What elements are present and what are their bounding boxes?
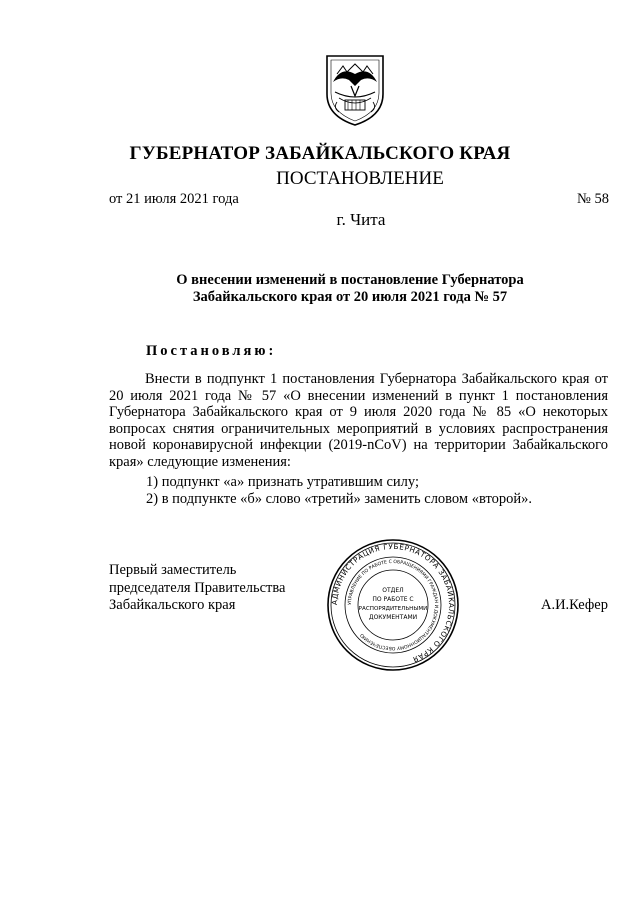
subject-line-2: Забайкальского края от 20 июля 2021 года № 57 — [192, 289, 508, 305]
stamp-center-line-3: РАСПОРЯДИТЕЛЬНЫМИ — [358, 606, 428, 612]
body-paragraph: Внести в подпункт 1 постановления Губернатора Забайкальского края от 20 июля 2021 года № 57 «О внесении изменений в пункт 1 постановления Губернатора Забайкальского края от 9 июля 2020 года № 85 «О некоторых вопросах снятия ограничительных мероприятий в условиях распространения новой коронавирусной инфекции (2019-nCoV) на территории Забайкальского края» следующие изменения: — [109, 371, 608, 470]
signer-title-line-1: Первый заместитель — [109, 562, 237, 578]
document-type: ПОСТАНОВЛЕНИЕ — [276, 168, 444, 189]
stamp-center-line-1: ОТДЕЛ — [382, 587, 404, 594]
list-item: 2) в подпункте «б» слово «третий» заменить словом «второй». — [146, 490, 532, 507]
official-stamp-icon — [326, 538, 460, 672]
signer-title-line-2: председателя Правительства — [109, 579, 286, 596]
amendment-list — [146, 474, 532, 507]
list-item: 1) подпункт «а» признать утратившим силу; — [146, 474, 419, 490]
document-date: от 21 июля 2021 года — [109, 191, 239, 207]
document-city: г. Чита — [336, 210, 386, 229]
stamp-outer-text: АДМИНИСТРАЦИЯ ГУБЕРНАТОРА ЗАБАЙКАЛЬСКОГО КРАЯ — [329, 541, 457, 665]
signer-title-line-3: Забайкальского края — [109, 597, 236, 613]
stamp-center-line-2: ПО РАБОТЕ С — [372, 596, 414, 603]
signer-name: А.И.Кефер — [540, 597, 608, 613]
subject-line-1: О внесении изменений в постановление Губернатора — [176, 272, 524, 288]
stamp-center-line-4: ДОКУМЕНТАМИ — [368, 614, 418, 621]
document-subject — [150, 272, 550, 306]
signer-title — [109, 562, 285, 615]
document-authority: ГУБЕРНАТОР ЗАБАЙКАЛЬСКОГО КРАЯ — [129, 143, 511, 164]
coat-of-arms-icon — [321, 52, 389, 128]
document-number: № 58 — [577, 191, 609, 207]
stamp-middle-text: УПРАВЛЕНИЕ ПО РАБОТЕ С ОБРАЩЕНИЯМИ ГРАЖДАН И ДОКУМЕНТАЦИОННОМУ ОБЕСПЕЧЕНИЮ — [347, 559, 439, 651]
resolve-heading: Постановляю: — [146, 343, 277, 359]
